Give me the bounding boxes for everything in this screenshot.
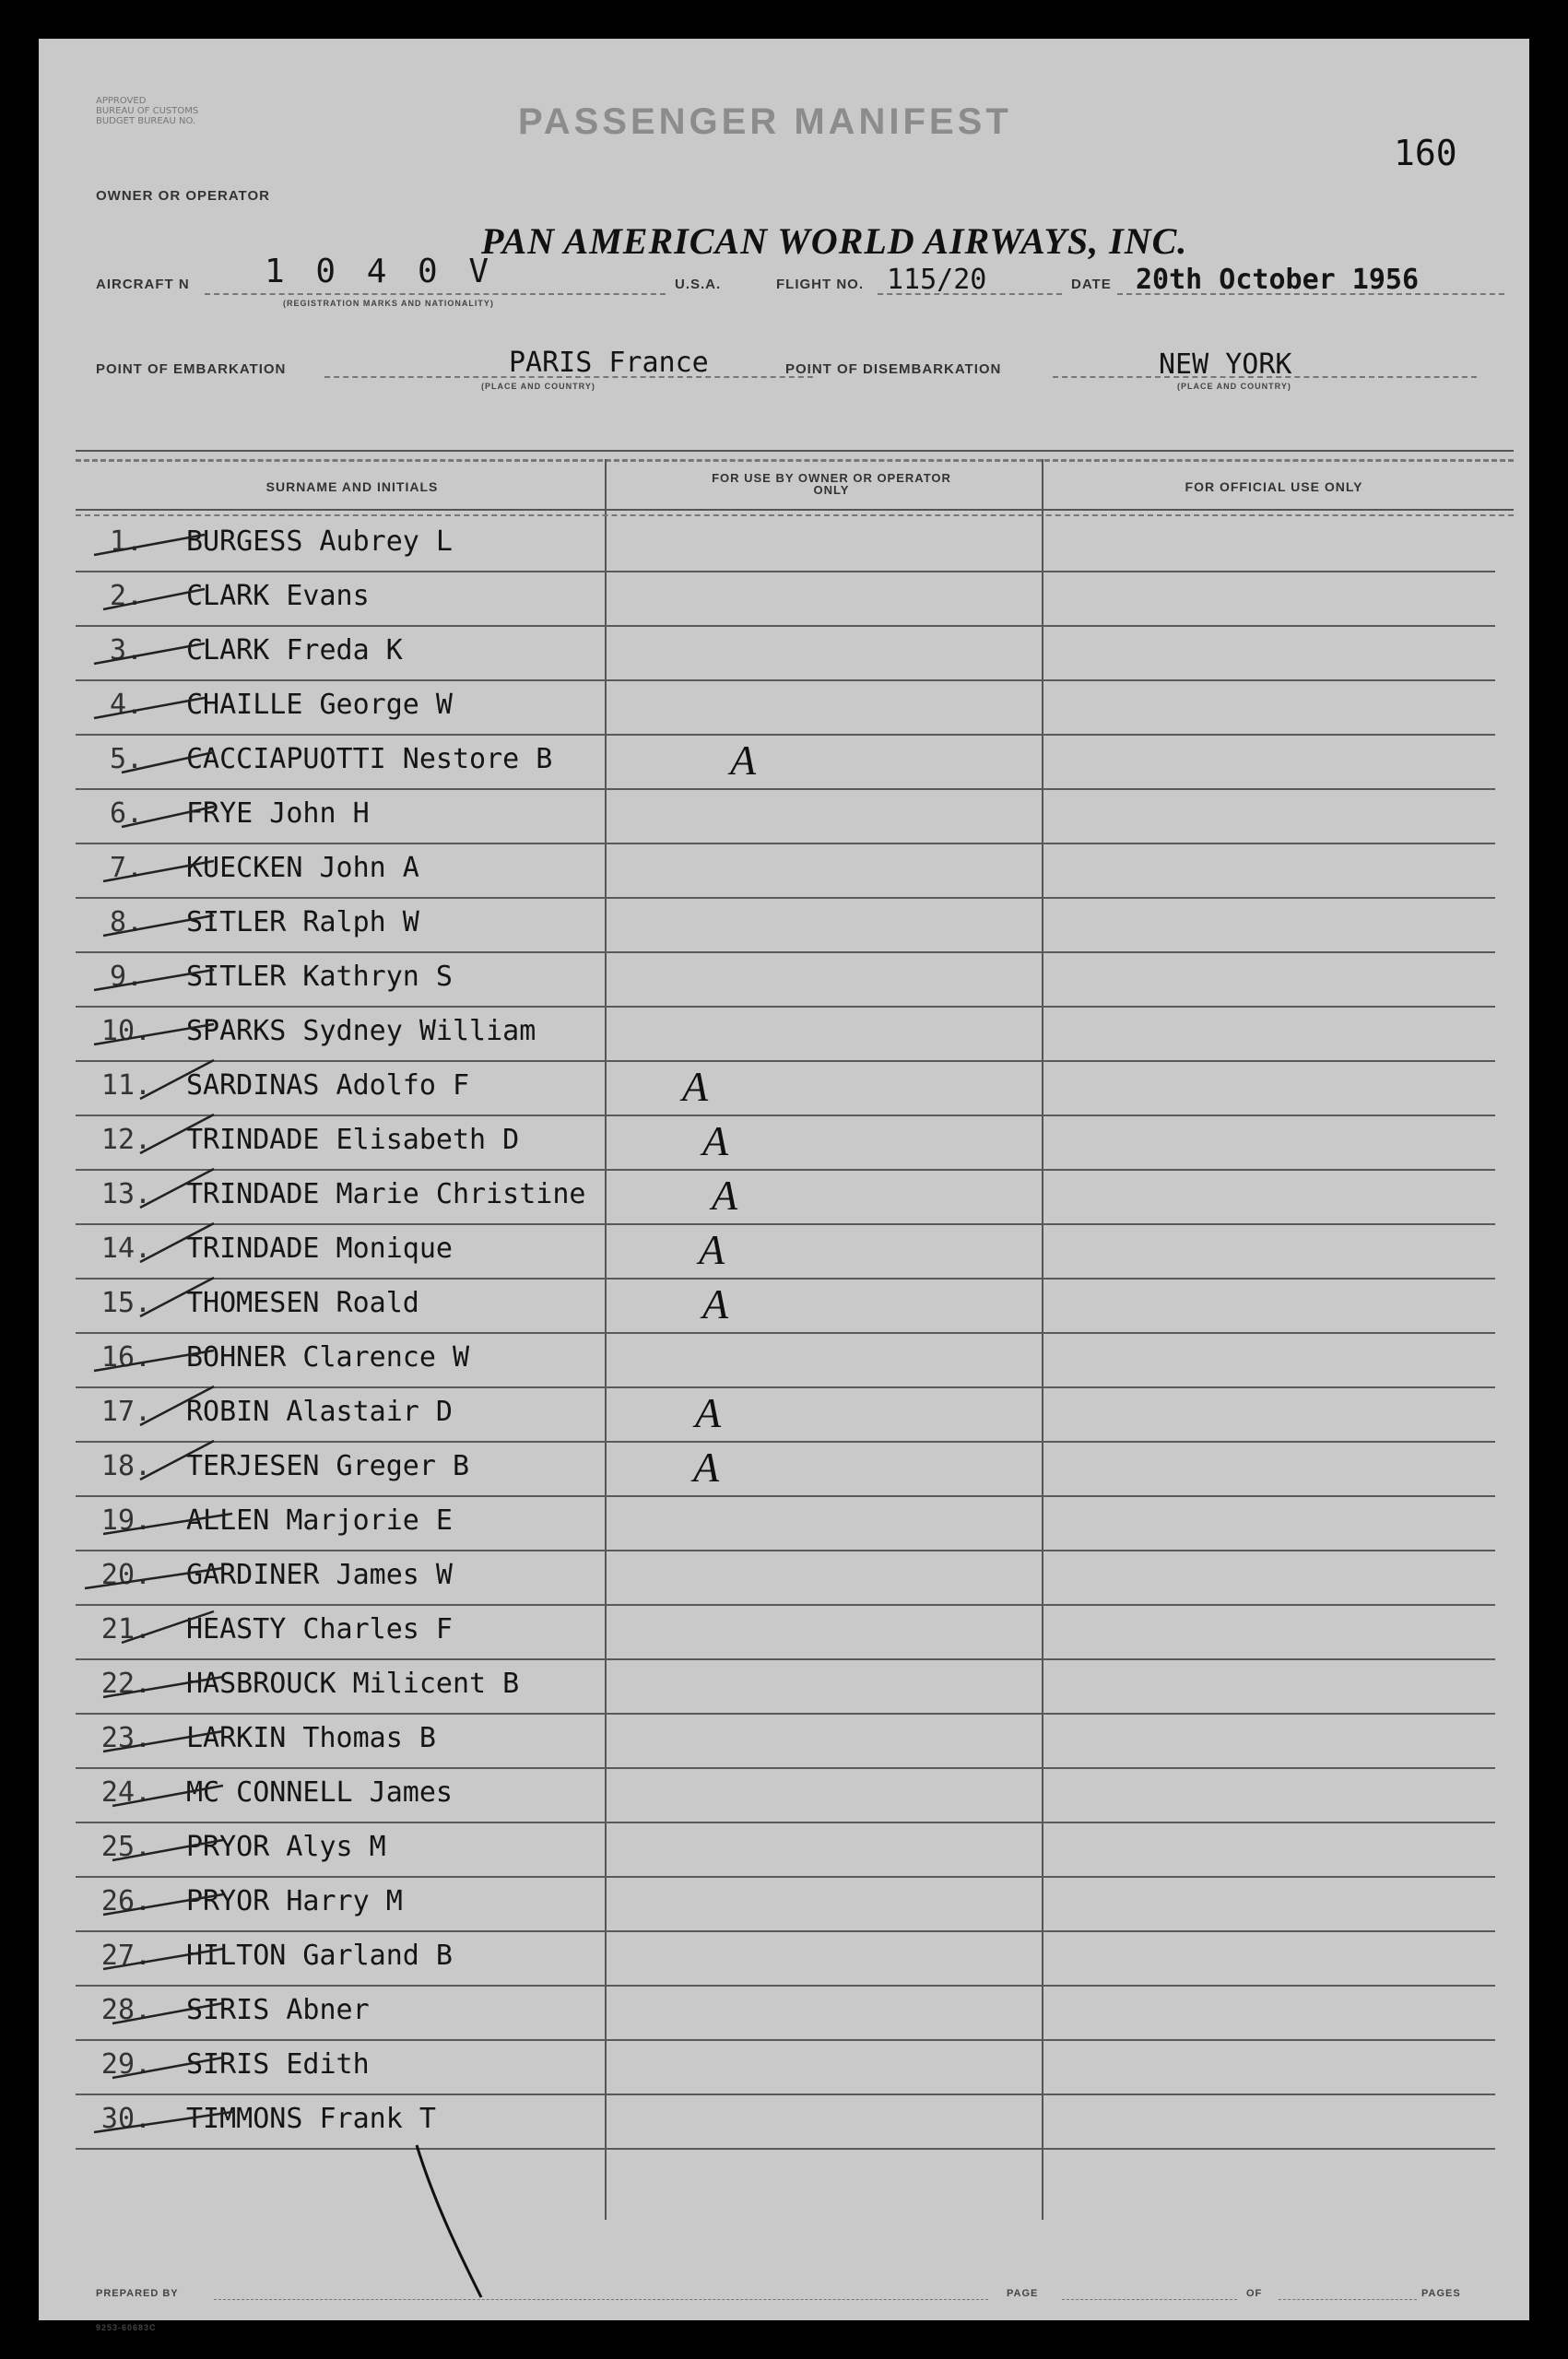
passenger-name: CHAILLE George W xyxy=(186,689,453,721)
passenger-row xyxy=(76,1713,1495,1769)
passenger-row xyxy=(76,2039,1495,2095)
slash-mark xyxy=(140,1169,214,1208)
form-title: PASSENGER MANIFEST xyxy=(518,101,1012,142)
flight-label: FLIGHT NO. xyxy=(776,277,864,292)
row-number: 16. xyxy=(100,1341,152,1374)
passenger-row xyxy=(76,571,1495,627)
row-number: 4. xyxy=(109,689,144,721)
row-number: 30. xyxy=(100,2103,152,2135)
row-number: 5. xyxy=(109,743,144,775)
row-number: 1. xyxy=(109,525,144,558)
owner-mark: A xyxy=(702,1280,729,1327)
passenger-row xyxy=(76,1332,1495,1388)
row-number: 8. xyxy=(109,906,144,938)
row-number: 13. xyxy=(100,1178,152,1210)
passenger-row xyxy=(76,516,1495,572)
slash-mark xyxy=(140,1278,214,1316)
slash-mark xyxy=(112,2058,223,2078)
aircraft-caption: (REGISTRATION MARKS AND NATIONALITY) xyxy=(283,299,494,308)
table-top-dotted-rule xyxy=(76,459,1514,462)
passenger-name: FRYE John H xyxy=(186,797,370,830)
slash-mark xyxy=(140,1441,214,1480)
date-value: 20th October 1956 xyxy=(1136,264,1420,296)
owner-label: OWNER OR OPERATOR xyxy=(96,188,270,204)
slash-mark xyxy=(94,643,205,664)
passenger-name: HILTON Garland B xyxy=(186,1940,453,1972)
passenger-row xyxy=(76,788,1495,844)
row-number: 6. xyxy=(109,797,144,830)
row-number: 10. xyxy=(100,1015,152,1047)
passenger-name: SARDINAS Adolfo F xyxy=(186,1069,470,1102)
passenger-name: HEASTY Charles F xyxy=(186,1613,453,1645)
passenger-name: TIMMONS Frank T xyxy=(186,2103,436,2135)
column-header-official-use: FOR OFFICIAL USE ONLY xyxy=(1185,479,1363,494)
embark-value: PARIS France xyxy=(509,347,709,379)
slash-mark xyxy=(103,1894,223,1915)
slash-mark xyxy=(103,589,205,609)
passenger-name: LARKIN Thomas B xyxy=(186,1722,436,1754)
embark-caption: (PLACE AND COUNTRY) xyxy=(481,382,595,391)
passenger-name: TRINDADE Monique xyxy=(186,1233,453,1265)
passenger-row xyxy=(76,1985,1495,2041)
passenger-row xyxy=(76,625,1495,681)
slash-mark xyxy=(112,2003,223,2023)
row-number: 23. xyxy=(100,1722,152,1754)
passenger-row xyxy=(76,1060,1495,1116)
aircraft-underline xyxy=(205,293,666,295)
slash-mark xyxy=(140,1060,214,1099)
row-number: 12. xyxy=(100,1124,152,1156)
passenger-name: ALLEN Marjorie E xyxy=(186,1504,453,1537)
row-number: 29. xyxy=(100,2048,152,2081)
date-label: DATE xyxy=(1071,277,1112,292)
passenger-row xyxy=(76,1658,1495,1715)
slash-marks xyxy=(85,535,232,2132)
owner-mark: A xyxy=(712,1172,738,1219)
disembark-label: POINT OF DISEMBARKATION xyxy=(785,361,1002,377)
column-header-surname: SURNAME AND INITIALS xyxy=(265,479,439,494)
row-number: 2. xyxy=(109,580,144,612)
passenger-name: SPARKS Sydney William xyxy=(186,1015,536,1047)
passenger-row xyxy=(76,843,1495,899)
passenger-name: CLARK Evans xyxy=(186,580,370,612)
prepared-by-label: PREPARED BY xyxy=(96,2288,179,2299)
row-number: 9. xyxy=(109,961,144,993)
slash-mark xyxy=(140,1115,214,1153)
passenger-row xyxy=(76,1278,1495,1334)
slash-mark xyxy=(112,1786,223,1806)
slash-mark xyxy=(140,1223,214,1262)
slash-mark xyxy=(103,861,214,881)
passenger-row xyxy=(76,1115,1495,1171)
row-number: 20. xyxy=(100,1559,152,1591)
approval-line: APPROVED xyxy=(96,96,147,106)
owner-mark: A xyxy=(682,1063,709,1110)
passenger-name: MC CONNELL James xyxy=(186,1776,453,1809)
passenger-name: TRINDADE Elisabeth D xyxy=(186,1124,520,1156)
owner-mark: A xyxy=(695,1389,722,1436)
passenger-name: SIRIS Edith xyxy=(186,2048,370,2081)
passenger-row xyxy=(76,1876,1495,1932)
passenger-row xyxy=(76,1169,1495,1225)
passenger-row xyxy=(76,734,1495,790)
passenger-name: PRYOR Alys M xyxy=(186,1831,386,1863)
owner-mark: A xyxy=(702,1117,729,1164)
passenger-name: ROBIN Alastair D xyxy=(186,1396,453,1428)
slash-mark xyxy=(103,1731,223,1752)
prepared-by-underline xyxy=(214,2299,988,2300)
flight-value: 115/20 xyxy=(887,264,987,296)
row-number: 28. xyxy=(100,1994,152,2026)
slash-mark xyxy=(85,1568,223,1588)
owner-mark: A xyxy=(699,1226,725,1273)
passenger-name: PRYOR Harry M xyxy=(186,1885,403,1917)
passenger-row xyxy=(76,1223,1495,1280)
row-number: 15. xyxy=(100,1287,152,1319)
page-underline xyxy=(1062,2299,1237,2300)
row-number: 24. xyxy=(100,1776,152,1809)
passenger-name: TRINDADE Marie Christine xyxy=(186,1178,586,1210)
slash-mark xyxy=(122,752,214,773)
slash-mark xyxy=(103,1514,232,1534)
slash-mark xyxy=(103,1677,223,1697)
manifest-page xyxy=(39,39,1529,2332)
passenger-name: BOHNER Clarence W xyxy=(186,1341,470,1374)
aircraft-label: AIRCRAFT N xyxy=(96,277,190,292)
row-number: 17. xyxy=(100,1396,152,1428)
owner-mark: A xyxy=(730,737,757,784)
passenger-row xyxy=(76,1386,1495,1443)
slash-mark xyxy=(94,1024,214,1044)
passenger-row xyxy=(76,1604,1495,1660)
passenger-name: CACCIAPUOTTI Nestore B xyxy=(186,743,553,775)
embark-label: POINT OF EMBARKATION xyxy=(96,361,287,377)
passenger-row xyxy=(76,679,1495,736)
form-number: 9253-60683C xyxy=(96,2323,157,2332)
row-number: 3. xyxy=(109,634,144,666)
aircraft-value: 1 0 4 0 V xyxy=(265,253,495,290)
slash-mark xyxy=(122,1611,214,1643)
header-bottom-rule xyxy=(76,509,1514,511)
passenger-row xyxy=(76,951,1495,1008)
row-number: 25. xyxy=(100,1831,152,1863)
passenger-name: BURGESS Aubrey L xyxy=(186,525,453,558)
slash-mark xyxy=(122,807,214,827)
slash-mark xyxy=(112,1840,223,1860)
pages-label: PAGES xyxy=(1421,2288,1461,2299)
approval-line: BUREAU OF CUSTOMS xyxy=(96,106,199,116)
row-number: 18. xyxy=(100,1450,152,1482)
row-number: 26. xyxy=(100,1885,152,1917)
slash-mark xyxy=(94,1351,214,1371)
slash-mark xyxy=(140,1386,214,1425)
passenger-row xyxy=(76,1006,1495,1062)
nationality-label: U.S.A. xyxy=(675,277,722,292)
passenger-name: KUECKEN John A xyxy=(186,852,419,884)
slash-mark xyxy=(94,698,205,718)
slash-mark xyxy=(103,1949,223,1969)
passenger-name: SITLER Kathryn S xyxy=(186,961,453,993)
owner-value: PAN AMERICAN WORLD AIRWAYS, INC. xyxy=(481,220,1188,262)
tail-stroke xyxy=(389,2141,500,2306)
passenger-name: GARDINER James W xyxy=(186,1559,453,1591)
passenger-name: TERJESEN Greger B xyxy=(186,1450,470,1482)
approval-line: BUDGET BUREAU NO. xyxy=(96,116,196,126)
row-number: 19. xyxy=(100,1504,152,1537)
passenger-name: THOMESEN Roald xyxy=(186,1287,419,1319)
passenger-row xyxy=(76,1822,1495,1878)
checkmark-strokes xyxy=(76,516,260,2157)
passenger-name: SITLER Ralph W xyxy=(186,906,419,938)
slash-mark xyxy=(94,2112,232,2132)
slash-mark xyxy=(103,915,214,936)
page-label: PAGE xyxy=(1007,2288,1039,2299)
row-number: 11. xyxy=(100,1069,152,1102)
page-number: 160 xyxy=(1394,133,1457,173)
of-underline xyxy=(1279,2299,1417,2300)
row-number: 7. xyxy=(109,852,144,884)
passenger-name: HASBROUCK Milicent B xyxy=(186,1668,520,1700)
passenger-row xyxy=(76,1550,1495,1606)
passenger-row xyxy=(76,1495,1495,1551)
passenger-row xyxy=(76,1930,1495,1987)
disembark-caption: (PLACE AND COUNTRY) xyxy=(1177,382,1291,391)
of-label: OF xyxy=(1246,2288,1263,2299)
passenger-name: CLARK Freda K xyxy=(186,634,403,666)
owner-mark: A xyxy=(693,1444,720,1491)
passenger-row xyxy=(76,2094,1495,2150)
column-header-owner-use: FOR USE BY OWNER OR OPERATOR ONLY xyxy=(712,471,951,497)
slash-mark xyxy=(94,970,214,990)
tail-line xyxy=(417,2145,481,2297)
passenger-row xyxy=(76,897,1495,953)
passenger-row xyxy=(76,1441,1495,1497)
row-number: 14. xyxy=(100,1233,152,1265)
approval-stamp xyxy=(96,96,326,126)
table-top-rule xyxy=(76,450,1514,452)
passenger-row xyxy=(76,1767,1495,1823)
row-number: 21. xyxy=(100,1613,152,1645)
row-number: 22. xyxy=(100,1668,152,1700)
slash-mark xyxy=(94,535,205,555)
disembark-value: NEW YORK xyxy=(1159,348,1292,381)
row-number: 27. xyxy=(100,1940,152,1972)
passenger-name: SIRIS Abner xyxy=(186,1994,370,2026)
